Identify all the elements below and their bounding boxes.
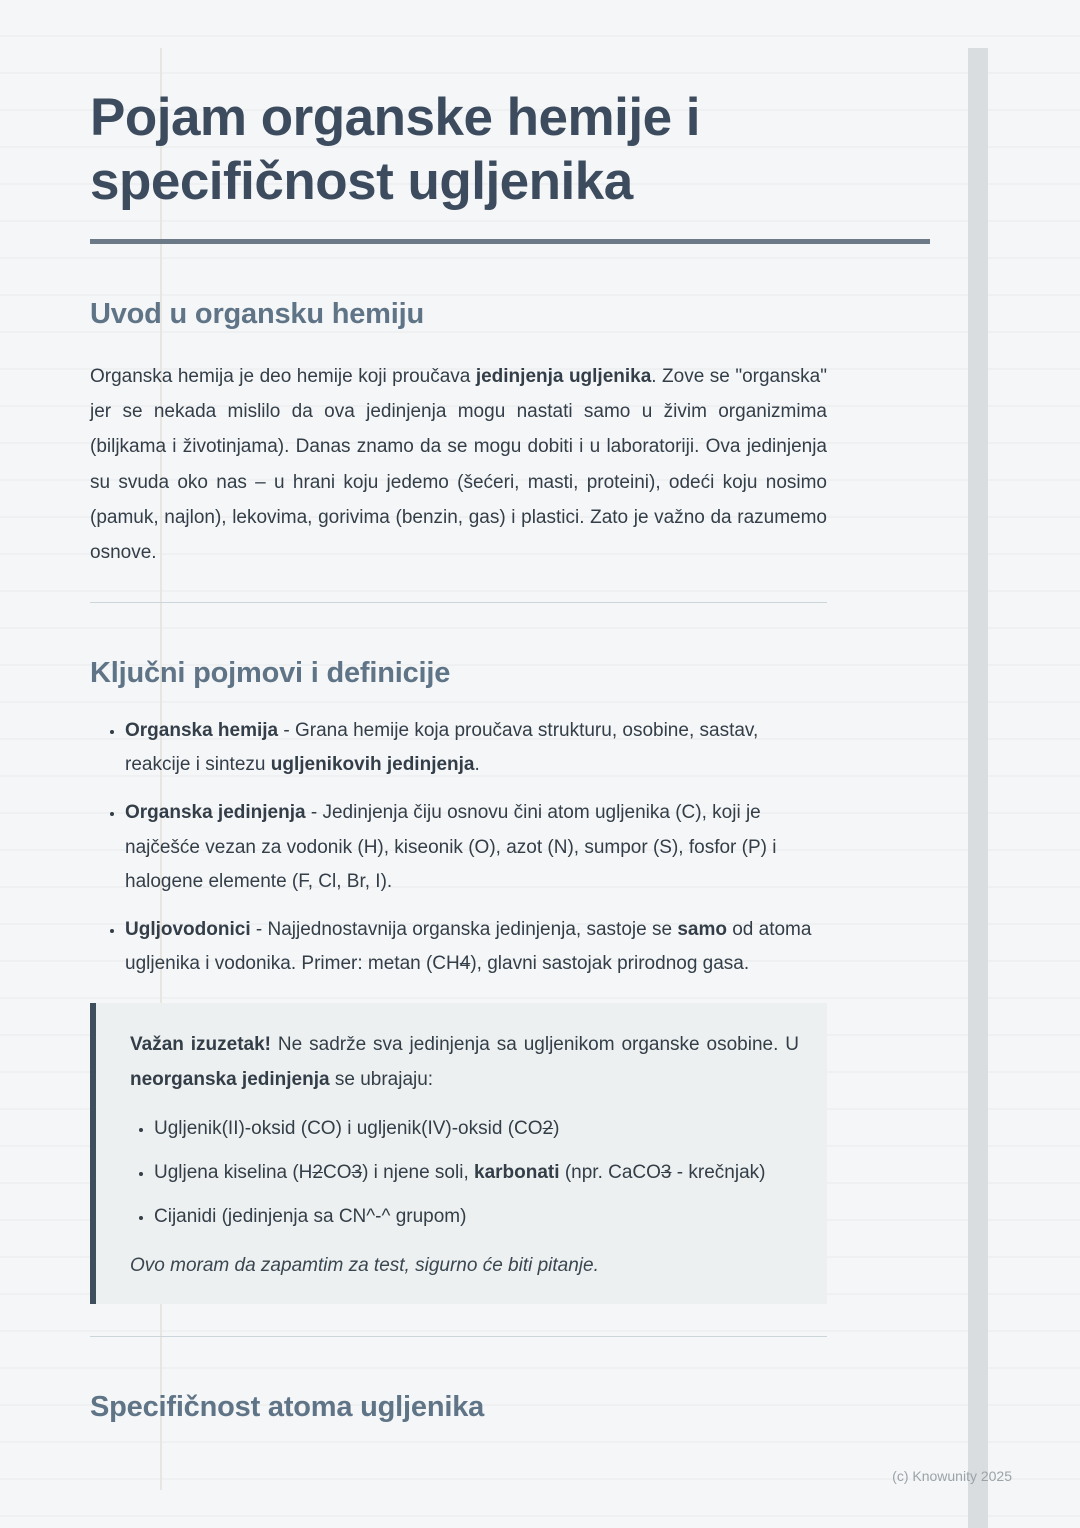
callout-item-oksidi: • Ugljenik(II)-oksid (CO) i ugljenik(IV)-oksid (CO2) (154, 1112, 799, 1146)
section-divider-1 (90, 602, 827, 603)
page-title-line-2: specifičnost ugljenika (90, 151, 633, 211)
callout-box-vazan-izuzetak (90, 1003, 827, 1304)
page-title-line-1: Pojam organske hemije i (90, 88, 701, 147)
key-terms-list (90, 714, 827, 981)
callout-list (130, 1112, 799, 1235)
key-term-item-organska-jedinjenja: • Organska jedinjenja - Jedinjenja čiju osnovu čini atom ugljenika (C), koji je najčešće vezan za vodonik (H), kiseonik (O), azot (N), sumpor (S), fosfor (P) i halogene elemente (F, Cl, Br, I). (125, 796, 827, 899)
footer-credit: (c) Knowunity 2025 (892, 1468, 1012, 1484)
callout-item-ugljena-kiselina: • Ugljena kiselina (H2CO3) i njene soli, karbonati (npr. CaCO3 - krečnjak) (154, 1156, 799, 1190)
intro-paragraph: Organska hemija je deo hemije koji proučava jedinjenja ugljenika. Zove se "organska" jer se nekada mislilo da ova jedinjenja mogu nastati samo u živim organizmima (biljkama i životinjama). Danas znamo da se mogu dobiti i u laboratoriji. Ova jedinjenja su svuda oko nas – u hrani koju jedemo (šećeri, masti, proteini), odeći koju nosimo (pamuk, najlon), lekovima, gorivima (benzin, gas) i plastici. Zato je važno da razumemo osnove. (90, 366, 827, 563)
callout-personal-note: Ovo moram da zapamtim za test, sigurno će biti pitanje. (130, 1255, 599, 1277)
section-heading-specificnost: Specifičnost atoma ugljenika (90, 1391, 485, 1424)
callout-item-cijanidi: • Cijanidi (jedinjenja sa CN^-^ grupom) (154, 1200, 799, 1234)
section-divider-2 (90, 1336, 827, 1337)
document-content (90, 0, 930, 1424)
key-term-item-ugljovodonici: • Ugljovodonici - Najjednostavnija organska jedinjenja, sastoje se samo od atoma ugljenika i vodonika. Primer: metan (CH4), glavni sastojak prirodnog gasa. (125, 913, 827, 981)
page-title (90, 86, 930, 213)
section-heading-uvod: Uvod u organsku hemiju (90, 298, 424, 331)
page-edge-strip (968, 48, 988, 1528)
title-underline-rule (90, 239, 930, 244)
callout-intro-text: Važan izuzetak! Ne sadrže sva jedinjenja sa ugljenikom organske osobine. U neorganska jedinjenja se ubrajaju: (130, 1034, 799, 1091)
key-term-item-organska-hemija: • Organska hemija - Grana hemije koja proučava strukturu, osobine, sastav, reakcije i sintezu ugljenikovih jedinjenja. (125, 714, 827, 782)
section-heading-kljucni-pojmovi: Ključni pojmovi i definicije (90, 657, 451, 690)
